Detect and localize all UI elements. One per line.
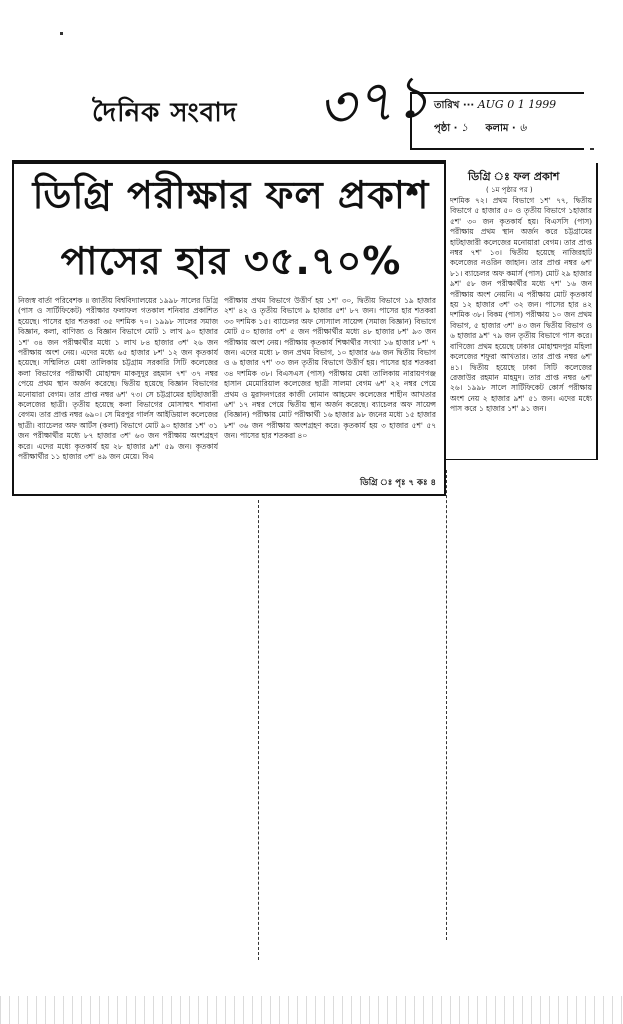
stamp-column-value: ৬ <box>519 121 527 134</box>
stamp-date-label: তারিখ <box>434 100 460 111</box>
continuation-note: ডিগ্রি ঃ পৃঃ ৭ কঃ ৪ <box>360 478 436 488</box>
sidebar-column: দশমিক ৭২। প্রথম বিভাগে ১শ' ৭৭, দ্বিতীয় বিভাগে ৫ হাজার ৫০ ও তৃতীয় বিভাগে ১হাজার ৫শ' ৩০ জন কৃতকার্য হয়। বিএসসি (পাস) পরীক্ষায় প্রথম স্থান অর্জন করে চট্টগ্রামের হাটহাজারী কলেজের মনোয়ারা বেগম। তার প্রাপ্ত নম্বর ৭শ' ১৩। দ্বিতীয় হয়েছে নাজিরহাট কলেজের নওরিন জাহান। তার প্রাপ্ত নম্বর ৬শ' ৮১। ব্যাচেলর অফ কমার্স (পাস) মোট ২৯ হাজার ৯শ' ৫৮ জন পরীক্ষার্থীর মধ্যে ৭শ' ১৬ জন পরীক্ষায় অংশ নেয়নি। এ পরীক্ষায় মোট কৃতকার্য হয় ১২ হাজার ৩শ' ৩২ জন। পাসের হার ৪২ দশমিক ৩৮। বিকম (পাস) পরীক্ষায় ১০ জন প্রথম বিভাগ, ৫ হাজার ৩শ' ৪৩ জন দ্বিতীয় বিভাগ ও ৬ হাজার ৯শ' ৭৯ জন তৃতীয় বিভাগে পাস করে। বাণিজ্যে প্রথম হয়েছে ঢাকার মোহাম্মদপুর মহিলা কলেজের শফুরা আখতার। তার প্রাপ্ত নম্বর ৬শ' ৪১। দ্বিতীয় হয়েছে ঢাকা সিটি কলেজের রেজাউর রহমান মাহমুদ। তার প্রাপ্ত নম্বর ৬শ' ২৬। ১৯৯৮ সালে সার্টিফিকেট কোর্স পরীক্ষায় অংশ নেয় ২ হাজার ৯শ' ৫১ জন। এদের মধ্যে পাস করে ১ হাজার ১শ' ৯১ জন। <box>450 196 592 414</box>
scan-artifact-line <box>446 470 447 940</box>
handwritten-archive-number: ৩৭১ <box>313 60 435 144</box>
scan-speck <box>60 32 63 35</box>
stamp-date-value: AUG 0 1 1999 <box>477 98 557 111</box>
archive-stamp <box>410 92 584 150</box>
stamp-page-value: ১ <box>460 121 469 134</box>
headline-line-2: পাসের হার ৩৫.৭০% <box>60 239 402 283</box>
newspaper-masthead: দৈনিক সংবাদ <box>92 98 238 128</box>
scan-speck <box>590 148 594 150</box>
article-column-2: পরীক্ষায় প্রথম বিভাগে উত্তীর্ণ হয় ১শ' ৩০, দ্বিতীয় বিভাগে ১৯ হাজার ২শ' ৪২ ও তৃতীয় বিভাগে ৯ হাজার ৫শ' ৮৭ জন। পাসের হার শতকরা ৩৩ দশমিক ১৫। ব্যাচেলর অফ সোস্যাল সায়েন্স (সমাজ বিজ্ঞান) বিভাগে মোট ৫০ হাজার ৩শ' ৫ জন পরীক্ষার্থীর মধ্যে ৪৮ হাজার ৮শ' ৯৩ জন পরীক্ষায় অংশ নেয়। পরীক্ষায় কৃতকার্য শিক্ষার্থীর সংখ্যা ১৬ হাজার ৮শ' ৭ জন। এদের মধ্যে ৮ জন প্রথম বিভাগ, ১০ হাজার ৬৬ জন দ্বিতীয় বিভাগ ও ৬ হাজার ৭শ' ৩৩ জন তৃতীয় বিভাগে উত্তীর্ণ হয়। পাসের হার শতকরা ৩৪ দশমিক ৩৮। বিএসএস (পাস) পরীক্ষায় মেধা তালিকায় নারায়ণগঞ্জ হাসান মেমোরিয়াল কলেজের ছাত্রী সালমা বেগম ৬শ' ২২ নম্বর পেয়ে প্রথম ও মুরাদনগরের কাজী নোমান আহমেদ কলেজের শাহীন আখতার ৬শ' ১৭ নম্বর পেয়ে দ্বিতীয় স্থান অর্জন করেছে। ব্যাচেলর অফ সায়েন্স (বিজ্ঞান) পরীক্ষায় মোট পরীক্ষার্থী ১৬ হাজার ৯৮ জনের মধ্যে ১৫ হাজার ৮শ' ৩৬ জন পরীক্ষায় অংশগ্রহণ করে। কৃতকার্য হয় ৩ হাজার ৫শ' ৫৭ জন। পাসের হার শতকরা ৪০ <box>224 296 436 441</box>
scan-artifact-line <box>258 500 259 960</box>
stamp-date-row: তারিখ ··· AUG 0 1 1999 <box>434 98 557 111</box>
stamp-page-label: পৃষ্ঠা <box>434 123 451 134</box>
headline-line-1: ডিগ্রি পরীক্ষার ফল প্রকাশ <box>32 173 430 217</box>
stamp-page-row: পৃষ্ঠা · ১ কলাম · ৬ <box>434 121 527 134</box>
scan-bottom-edge <box>0 996 623 1024</box>
stamp-column-label: কলাম <box>485 123 509 134</box>
sidebar-subtitle: ( ১ম পৃষ্ঠার পর ) <box>486 186 533 194</box>
article-column-1: নিজস্ব বার্তা পরিবেশক ॥ জাতীয় বিশ্ববিদ্যালয়ের ১৯৯৮ সালের ডিগ্রি (পাস ও সার্টিফিকেট) পরীক্ষার ফলাফল গতকাল শনিবার প্রকাশিত হয়েছে। পাসের হার শতকরা ৩৫ দশমিক ৭০। ১৯৯৮ সালের সমাজ বিজ্ঞান, কলা, বাণিজ্য ও বিজ্ঞান বিভাগে মোট ১ লাখ ৯০ হাজার ১শ' ৩৪ জন পরীক্ষার্থীর মধ্যে ১ লাখ ৮৪ হাজার ৩শ' ২৬ জন পরীক্ষায় অংশ নেয়। এদের মধ্যে ৬৫ হাজার ৮শ' ১২ জন কৃতকার্য হয়েছে। সম্মিলিত মেধা তালিকায় চট্টগ্রাম সরকারি সিটি কলেজের কলা বিভাগের পরীক্ষার্থী মোহাম্মদ মাকসুদুর রহমান ৭শ' ৩৭ নম্বর পেয়ে প্রথম স্থান অর্জন করেছে। দ্বিতীয় হয়েছে বিজ্ঞান বিভাগের মনোয়ারা বেগম। তার প্রাপ্ত নম্বর ৬শ' ৭৩। সে চট্টগ্রামের হাটহাজারী কলেজের ছাত্রী। তৃতীয় হয়েছে কলা বিভাগের মোসাম্মৎ শাবানা বেগম। তার প্রাপ্ত নম্বর ৬৯০। সে মিরপুর গার্লস আইডিয়াল কলেজের ছাত্রী। ব্যাচেলর অফ আর্টস (কলা) বিভাগে মোট ৯০ হাজার ১শ' ৩১ জন পরীক্ষার্থীর মধ্যে ৮৭ হাজার ৩শ' ৬৩ জন পরীক্ষায় অংশগ্রহণ করে। এদের মধ্যে কৃতকার্য হয় ২৮ হাজার ৯শ' ৫৯ জন। কৃতকার্য পরীক্ষার্থীর ১১ হাজার ৩শ' ৪৯ জন মেয়ে। বিএ <box>18 296 218 462</box>
sidebar-title: ডিগ্রি ঃ ফল প্রকাশ <box>468 170 560 183</box>
